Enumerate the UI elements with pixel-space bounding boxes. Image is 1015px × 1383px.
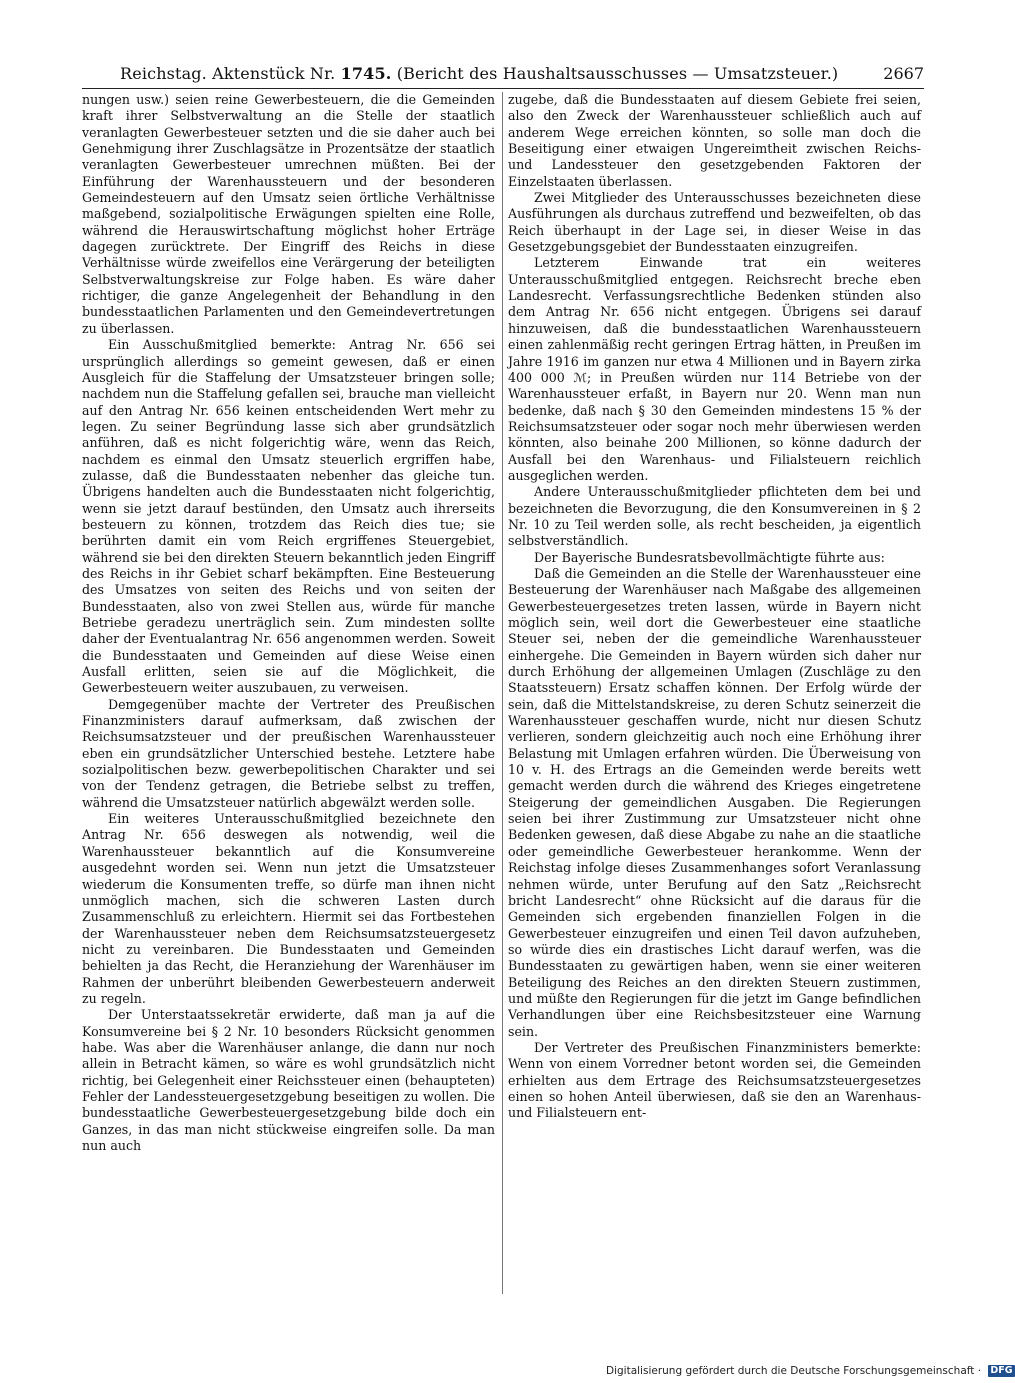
title-suffix: (Bericht des Haushaltsausschusses — Umsatzsteuer.) <box>396 64 839 83</box>
dfg-logo: DFG <box>990 1365 1013 1376</box>
title-prefix: Reichstag. Aktenstück Nr. <box>120 64 336 83</box>
right-column <box>508 92 921 1294</box>
paragraph: zugebe, daß die Bundesstaaten auf diesem Gebiete frei seien, also den Zweck der Warenhaussteuer schließlich auch auf anderem Wege erreichen könnten, so solle man doch die Beseitigung einer etwaigen Ungereimtheit zwischen Reichs- und Landessteuer den gesetzgebenden Faktoren der Einzelstaaten überlassen. <box>508 92 921 189</box>
paragraph: Zwei Mitglieder des Unterausschusses bezeichneten diese Ausführungen als durchaus zutreffend und bezweifelten, ob das Reich überhaupt in der Lage sei, in dieser Weise in das Gesetzgebungsgebiet der Bundesstaaten einzugreifen. <box>508 190 921 255</box>
paragraph: Letzterem Einwande trat ein weiteres Unterausschußmitglied entgegen. Reichsrecht breche eben Landesrecht. Verfassungsrechtliche Bedenken stünden also dem Antrag Nr. 656 nicht entgegen. Übrigens sei darauf hinzuweisen, daß die bundesstaatlichen Warenhaussteuern einen zahlenmäßig recht geringen Ertrag hätten, in Preußen im Jahre 1916 im ganzen nur etwa 4 Millionen und in Bayern zirka 400 000 ℳ; in Preußen würden nur 114 Betriebe von der Warenhaussteuer erfaßt, in Bayern nur 20. Wenn man nun bedenke, daß nach § 30 den Gemeinden mindestens 15 % der Reichsumsatzsteuer oder sogar noch mehr überwiesen werden könnten, also beinahe 200 Millionen, so könne dadurch der Ausfall bei den Warenhaus- und Filialsteuern reichlich ausgeglichen werden. <box>508 255 921 483</box>
paragraph: Andere Unterausschußmitglieder pflichteten dem bei und bezeichneten die Bevorzugung, die den Konsumvereinen in § 2 Nr. 10 zu Teil werden solle, als recht bescheiden, ja eigentlich selbstverständlich. <box>508 484 921 549</box>
page-header <box>82 62 924 86</box>
paragraph: Demgegenüber machte der Vertreter des Preußischen Finanzministers darauf aufmerksam, daß zwischen der Reichsumsatzsteuer und der preußischen Warenhaussteuer eben ein grundsätzlicher Unterschied bestehe. Letztere habe sozialpolitischen bezw. gewerbepolitischen Charakter und sei von der Tendenz getragen, die Betriebe selbst zu treffen, während die Umsatzsteuer natürlich abgewälzt werden solle. <box>82 696 495 810</box>
running-title <box>120 62 838 86</box>
page-number: 2667 <box>883 64 924 83</box>
paragraph: Ein weiteres Unterausschußmitglied bezeichnete den Antrag Nr. 656 deswegen als notwendig, weil die Warenhaussteuer bekanntlich auf die Konsumvereine ausgedehnt worden sei. Wenn nun jetzt die Umsatzsteuer wiederum die Konsumenten treffe, so dürfe man ihnen nicht unmöglich machen, sich die schweren Lasten durch Zusammenschluß zu erleichtern. Hiermit sei das Fortbestehen der Warenhaussteuer neben dem Reichsumsatzsteuergesetz nicht zu vereinbaren. Die Bundesstaaten und Gemeinden behielten ja das Recht, die Heranziehung der Warenhäuser im Rahmen der unberührt bleibenden Gewerbesteuern anderweit zu regeln. <box>82 811 495 1006</box>
credit-text: Digitalisierung gefördert durch die Deutsche Forschungsgemeinschaft · <box>606 1365 982 1377</box>
paragraph: Der Unterstaatssekretär erwiderte, daß man ja auf die Konsumvereine bei § 2 Nr. 10 besonders Rücksicht genommen habe. Was aber die Warenhäuser anlange, die dann nur noch allein in Betracht kämen, so wäre es wohl grundsätzlich nicht richtig, bei Gelegenheit einer Reichssteuer einen (behaupteten) Fehler der Landessteuergesetzgebung beseitigen zu wollen. Die bundesstaatliche Gewerbesteuergesetzgebung bilde doch ein Ganzes, in das man nicht stückweise eingreifen solle. Da man nun auch <box>82 1007 495 1153</box>
column-divider <box>502 92 503 1294</box>
paragraph: Ein Ausschußmitglied bemerkte: Antrag Nr. 656 sei ursprünglich allerdings so gemeint gewesen, daß er einen Ausgleich für die Staffelung der Umsatzsteuer bringen solle; nachdem nun die Staffelung gefallen sei, brauche man vielleicht auf den Antrag Nr. 656 keinen entscheidenden Wert mehr zu legen. Zu seiner Begründung lasse sich aber grundsätzlich anführen, daß es nicht folgerichtig wäre, wenn das Reich, nachdem es einmal den Umsatz steuerlich ergriffen habe, zulasse, daß die Bundesstaaten nebenher das gleiche tun. Übrigens handelten auch die Bundesstaaten nicht folgerichtig, wenn sie jetzt darauf bestünden, den Umsatz auch ihrerseits besteuern zu können, trotzdem das Reich dies tue; sie berührten damit ein vom Reich ergriffenes Steuergebiet, während sie bei den direkten Steuern bekanntlich jeden Eingriff des Reichs in ihr Gebiet scharf bekämpften. Eine Besteuerung des Umsatzes von seiten des Reichs und von seiten der Bundesstaaten, also von zwei Stellen aus, würde für manche Betriebe geradezu unerträglich sein. Zum mindesten sollte daher der Eventualantrag Nr. 656 angenommen werden. Soweit die Bundesstaaten und Gemeinden auf diese Weise einen Ausfall erlitten, seien sie auf die Möglichkeit, die Gewerbesteuern weiter auszubauen, zu verweisen. <box>82 337 495 696</box>
paragraph: Der Vertreter des Preußischen Finanzministers bemerkte: Wenn von einem Vorredner betont worden sei, die Gemeinden erhielten aus dem Ertrage des Reichsumsatzsteuergesetzes einen so hohen Anteil überwiesen, daß sie den an Warenhaus- und Filialsteuern ent- <box>508 1039 921 1121</box>
document-number: 1745. <box>340 64 392 83</box>
paragraph: nungen usw.) seien reine Gewerbesteuern, die die Gemeinden kraft ihrer Selbstverwaltung an die Stelle der staatlich veranlagten Gewerbesteuer setzten und die sie daher auch bei Genehmigung ihrer Zuschlagsätze in Prozentsätze der staatlich veranlagten Gewerbesteuer umrechnen müßten. Bei der Einführung der Warenhaussteuern und der besonderen Gemeindesteuern auf den Umsatz seien örtliche Verhältnisse maßgebend, sozialpolitische Erwägungen spielten eine Rolle, während die Herauswirtschaftung möglichst hoher Erträge dagegen zurücktrete. Der Eingriff des Reichs in diese Verhältnisse würde zweifellos eine Verärgerung der beteiligten Selbstverwaltungskreise zur Folge haben. Es wäre daher richtiger, die ganze Angelegenheit der Behandlung in den bundesstaatlichen Parlamenten und den Gemeindevertretungen zu überlassen. <box>82 92 495 336</box>
paragraph: Daß die Gemeinden an die Stelle der Warenhaussteuer eine Besteuerung der Warenhäuser nach Maßgabe des allgemeinen Gewerbesteuergesetzes treten lassen, würde in Bayern nicht möglich sein, weil dort die Gewerbesteuer eine staatliche Steuer sei, neben der die gemeindliche Warenhaussteuer einhergehe. Die Gemeinden in Bayern würden sich daher nur durch Erhöhung der allgemeinen Umlagen (Zuschläge zu den Staatssteuern) Ersatz schaffen können. Der Erfolg würde der sein, daß die Mittelstandskreise, zu deren Schutz seinerzeit die Warenhaussteuer geschaffen wurde, nicht nur diesen Schutz verlieren, sondern gleichzeitig auch noch eine Erhöhung ihrer Belastung mit Umlagen erfahren würden. Die Überweisung von 10 v. H. des Ertrags an die Gemeinden werde bereits wett gemacht werden durch die während des Krieges eingetretene Steigerung der gemeindlichen Ausgaben. Die Regierungen seien bei ihrer Zustimmung zur Umsatzsteuer nicht ohne Bedenken gewesen, daß diese Abgabe zu nahe an die staatliche oder gemeindliche Gewerbesteuer herankomme. Wenn der Reichstag infolge dieses Zusammenhanges sofort Veranlassung nehmen würde, unter Berufung auf den Satz „Reichsrecht bricht Landesrecht“ ohne Rücksicht auf die daraus für die Gemeinden sich ergebenden finanziellen Folgen in die Gewerbesteuer einzugreifen und einen Teil davon aufzuheben, so würde dies ein drastisches Licht darauf werfen, was die Bundesstaaten zu gewärtigen haben, wenn sie einer weiteren Beteiligung des Reiches an den direkten Steuern zustimmen, und müßte den Regierungen für die jetzt im Gange befindlichen Verhandlungen über eine Reichsbesitzsteuer eine Warnung sein. <box>508 565 921 1039</box>
paragraph: Der Bayerische Bundesratsbevollmächtigte führte aus: <box>534 549 885 565</box>
digitization-credit <box>606 1364 1013 1378</box>
header-rule <box>82 88 924 89</box>
left-column <box>82 92 495 1294</box>
